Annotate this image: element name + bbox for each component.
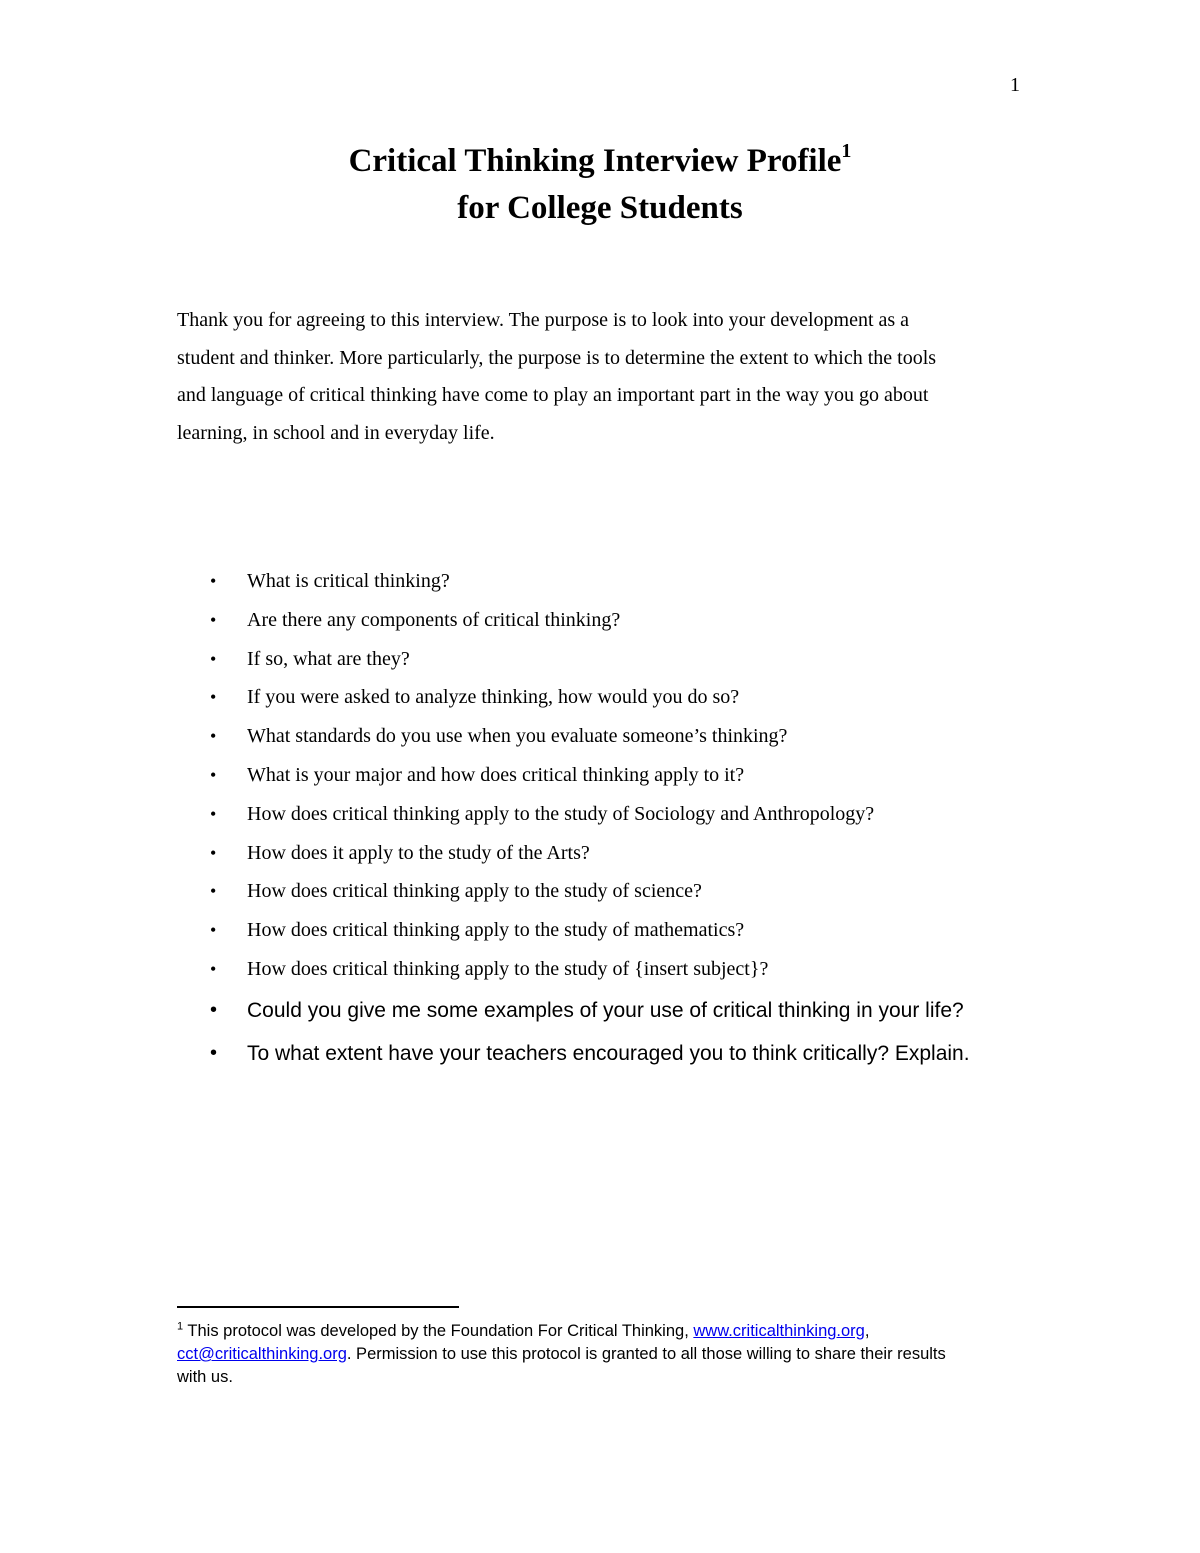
question-text: How does it apply to the study of the Arts? [247,841,590,864]
question-text: How does critical thinking apply to the study of mathematics? [247,919,745,942]
question-text: What is critical thinking? [247,570,450,592]
list-item [0,678,1200,717]
bullet-icon: • [210,571,217,591]
list-item [0,601,1200,640]
bullet-icon: • [210,842,217,863]
question-list [0,562,1200,1075]
list-item [0,911,1200,950]
intro-line: and language of critical thinking have come to play an important part in the way you go about [177,384,929,406]
footnote-line-3: with us. [177,1368,233,1386]
footnote-line-2 [177,1343,1037,1366]
website-link[interactable]: www.criticalthinking.org [693,1322,865,1340]
footnote-line-1 [177,1320,1037,1343]
question-text: How does critical thinking apply to the study of science? [247,880,702,903]
list-item [0,640,1200,679]
bullet-icon: • [210,881,217,902]
bullet-icon: • [210,764,217,785]
bullet-icon: • [210,998,218,1021]
list-item [0,872,1200,911]
bullet-icon: • [210,803,217,824]
document-title [0,138,1200,232]
title-text: Critical Thinking Interview Profile [348,143,842,179]
question-text: What is your major and how does critical thinking apply to it? [247,763,745,786]
bullet-icon: • [210,958,217,979]
title-footnote-marker[interactable]: 1 [841,140,852,162]
list-item [0,950,1200,989]
question-text: Are there any components of critical thinking? [247,608,621,631]
list-item [0,756,1200,795]
bullet-icon: • [210,920,217,941]
footnote-marker: 1 [177,1320,184,1333]
list-item [0,1032,1200,1075]
list-item [0,562,1200,601]
list-item [0,717,1200,756]
footnote [177,1320,1037,1389]
footnote-text: This protocol was developed by the Foundation For Critical Thinking, [183,1322,694,1340]
page-number: 1 [1010,74,1020,96]
intro-line: Thank you for agreeing to this interview. The purpose is to look into your development as a [177,309,910,331]
list-item [0,989,1200,1032]
intro-line: student and thinker. More particularly, the purpose is to determine the extent to which the tools [177,346,937,369]
list-item [0,834,1200,873]
bullet-icon: • [210,687,217,708]
bullet-icon: • [210,726,217,747]
question-text: How does critical thinking apply to the study of Sociology and Anthropology? [247,802,875,825]
footnote-divider [177,1306,459,1308]
question-text: Could you give me some examples of your use of critical thinking in your life? [247,998,964,1022]
question-text: If so, what are they? [247,647,410,670]
footnote-comma: , [864,1322,870,1340]
bullet-icon: • [210,1041,218,1064]
intro-paragraph [177,302,1037,452]
question-text: To what extent have your teachers encouraged you to think critically? Explain. [247,1041,970,1065]
title-line-2: for College Students [457,190,743,226]
question-text: What standards do you use when you evaluate someone’s thinking? [247,725,788,748]
email-link[interactable]: cct@criticalthinking.org [177,1345,347,1363]
question-text: How does critical thinking apply to the study of {insert subject}? [247,957,769,980]
intro-line: learning, in school and in everyday life. [177,421,495,444]
list-item [0,795,1200,834]
title-line-1 [0,138,1200,185]
footnote-permission-text: . Permission to use this protocol is granted to all those willing to share their results [346,1345,946,1363]
bullet-icon: • [210,648,217,669]
question-text: If you were asked to analyze thinking, how would you do so? [247,686,740,709]
bullet-icon: • [210,609,217,630]
